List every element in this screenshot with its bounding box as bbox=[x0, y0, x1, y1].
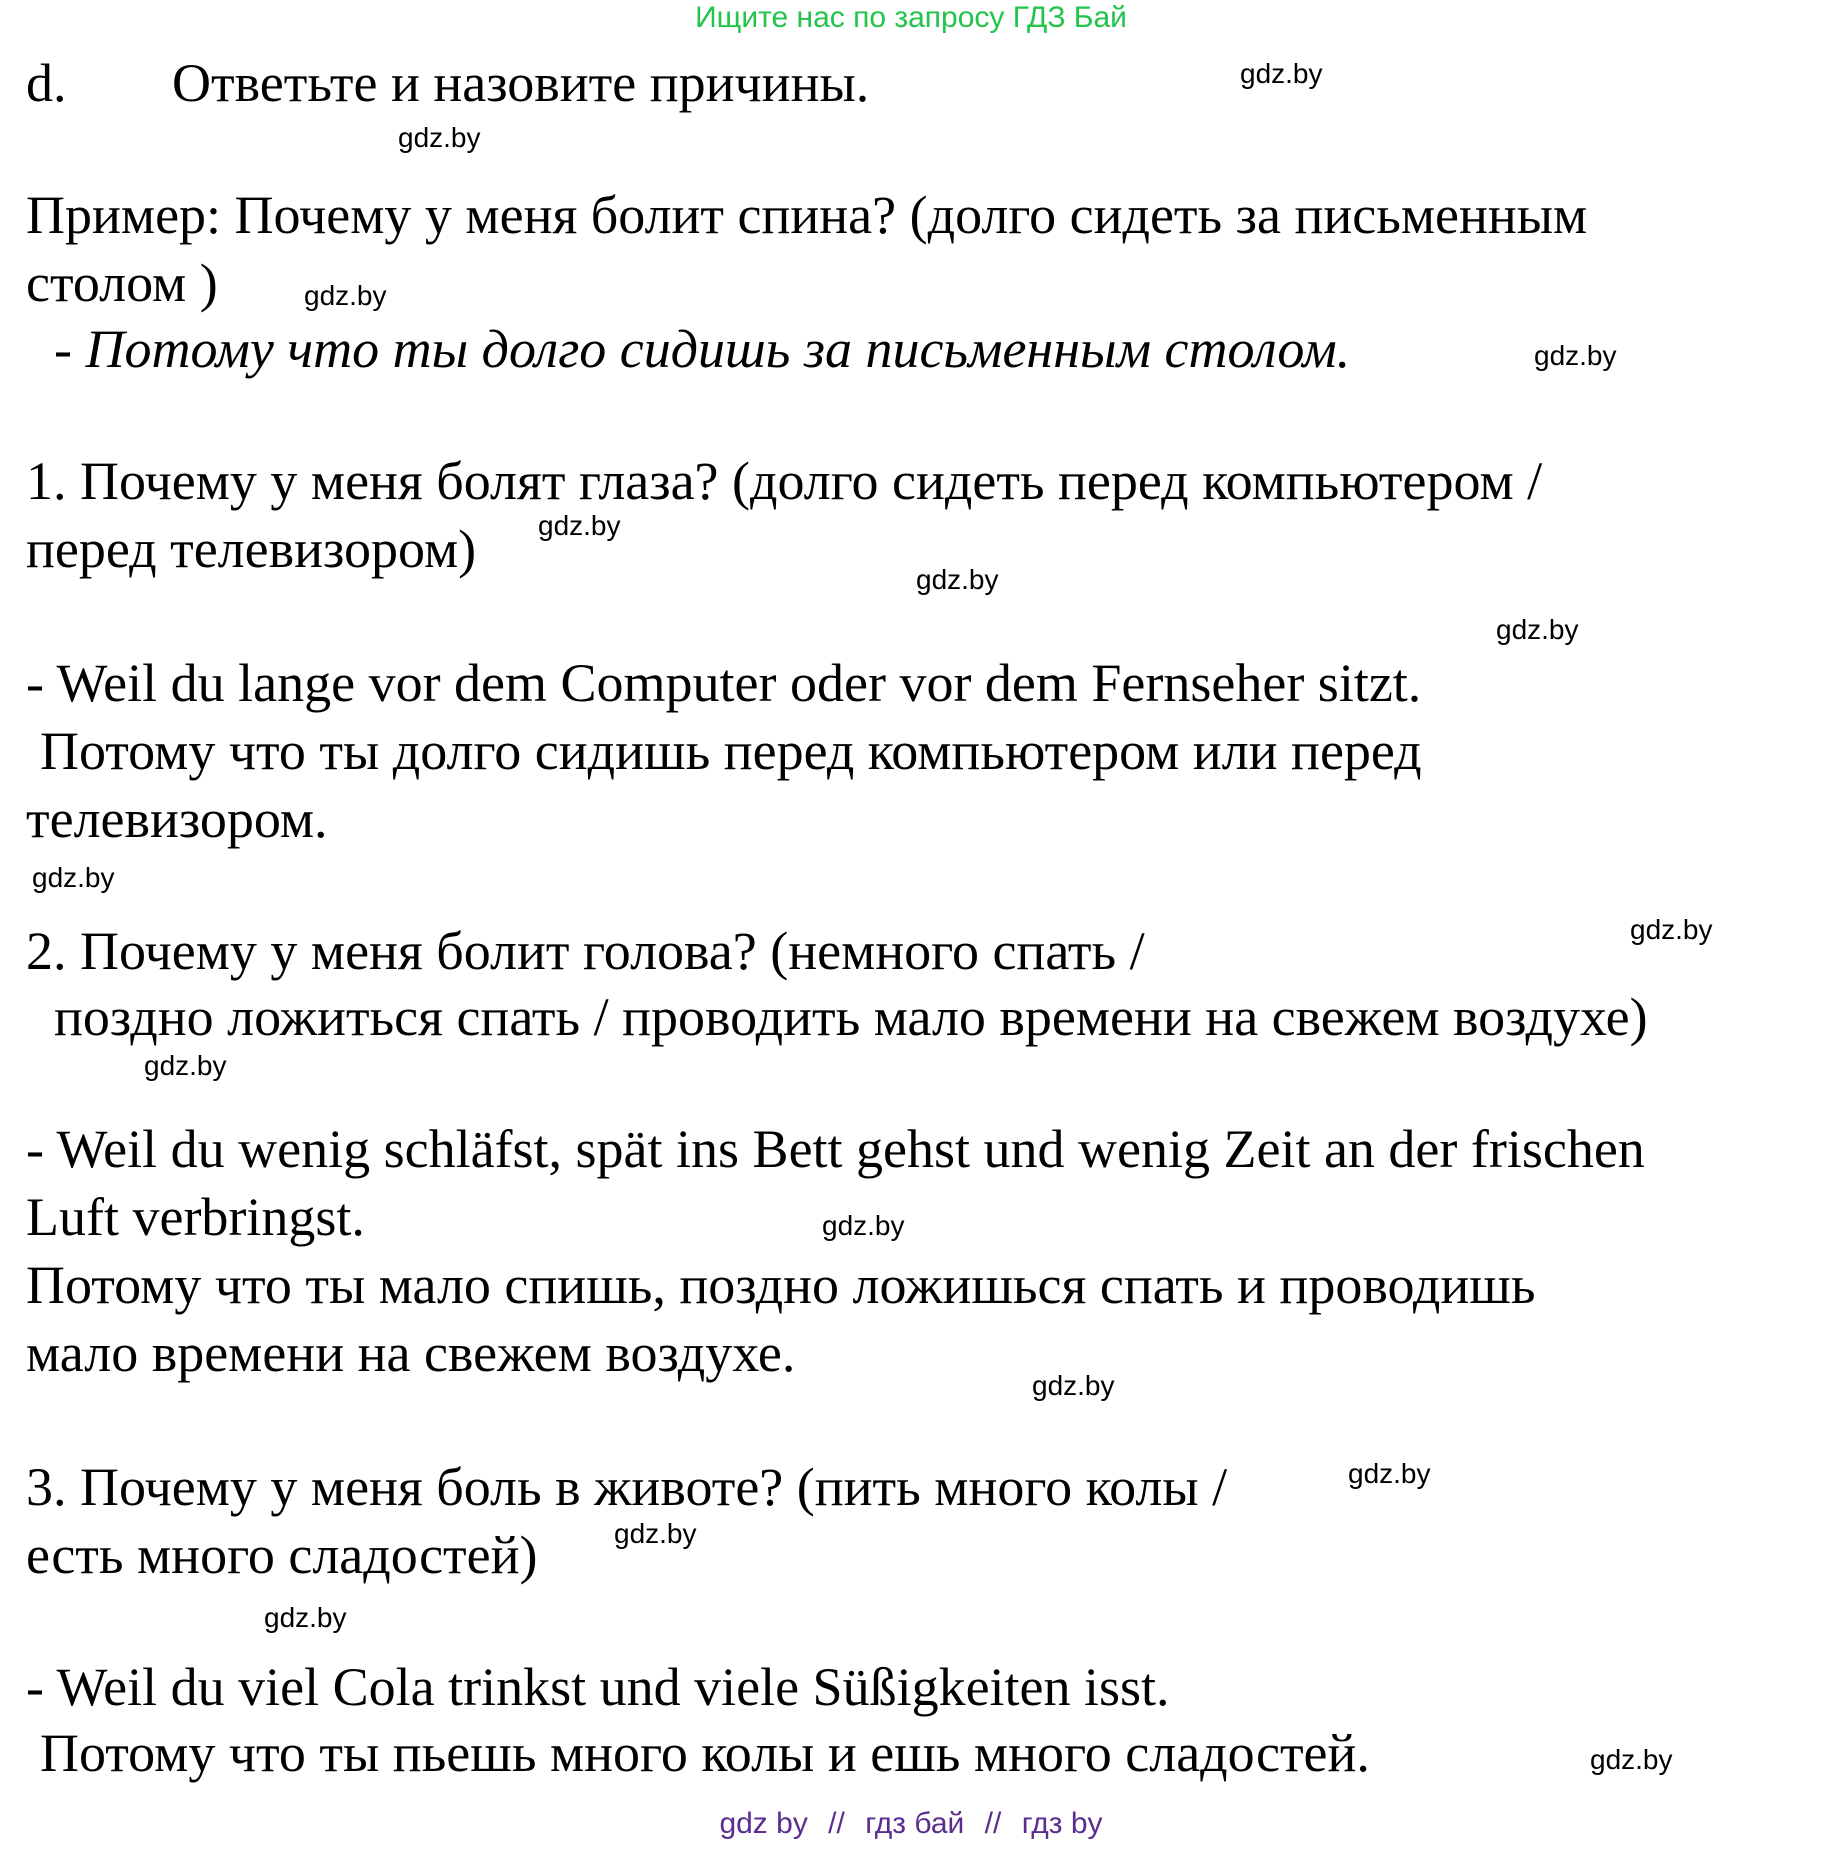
watermark: gdz.by bbox=[264, 1602, 347, 1633]
watermark: gdz.by bbox=[1590, 1744, 1673, 1775]
q3-question-line2: есть много сладостей) bbox=[26, 1525, 538, 1585]
task-title: Ответьте и назовите причины. bbox=[172, 53, 870, 113]
watermark: gdz.by bbox=[822, 1210, 905, 1241]
q1-answer-ru-line1: Потому что ты долго сидишь перед компьютером или перед bbox=[40, 721, 1422, 781]
example-answer: - Потому что ты долго сидишь за письменным столом. bbox=[54, 319, 1351, 379]
watermark: gdz.by bbox=[398, 122, 481, 153]
watermark: gdz.by bbox=[1496, 614, 1579, 645]
watermark: gdz.by bbox=[1630, 914, 1713, 945]
watermark: gdz.by bbox=[916, 564, 999, 595]
example-question-line1: Пример: Почему у меня болит спина? (долго сидеть за письменным bbox=[26, 185, 1588, 245]
q2-answer-de-line1: - Weil du wenig schläfst, spät ins Bett gehst und wenig Zeit an der frischen bbox=[26, 1119, 1645, 1179]
q2-answer-de-line2: Luft verbringst. bbox=[26, 1187, 365, 1247]
watermark: gdz.by bbox=[1240, 58, 1323, 89]
q3-answer-de: - Weil du viel Cola trinkst und viele Süßigkeiten isst. bbox=[26, 1657, 1170, 1717]
watermark: gdz.by bbox=[144, 1050, 227, 1081]
q3-answer-ru: Потому что ты пьешь много колы и ешь много сладостей. bbox=[40, 1723, 1370, 1783]
footer-link-gdz-by-cyr[interactable]: гдз by bbox=[1021, 1807, 1103, 1840]
q1-answer-ru-line2: телевизором. bbox=[26, 789, 328, 849]
q2-answer-ru-line2: мало времени на свежем воздухе. bbox=[26, 1323, 796, 1383]
q2-question-line2: поздно ложиться спать / проводить мало времени на свежем воздухе) bbox=[54, 987, 1648, 1047]
footer-link-gdz-bai[interactable]: гдз бай bbox=[865, 1807, 965, 1840]
watermark: gdz.by bbox=[614, 1518, 697, 1549]
q2-question-line1: 2. Почему у меня болит голова? (немного спать / bbox=[26, 921, 1145, 981]
watermark: gdz.by bbox=[1032, 1370, 1115, 1401]
footer-links bbox=[0, 1806, 1822, 1842]
watermark: gdz.by bbox=[1534, 340, 1617, 371]
top-banner[interactable]: Ищите нас по запросу ГДЗ Бай bbox=[695, 1, 1127, 34]
q1-question-line2: перед телевизором) bbox=[26, 519, 477, 579]
task-letter: d. bbox=[26, 53, 67, 113]
q1-answer-de: - Weil du lange vor dem Computer oder vor dem Fernseher sitzt. bbox=[26, 653, 1422, 713]
watermark: gdz.by bbox=[538, 510, 621, 541]
watermark: gdz.by bbox=[304, 280, 387, 311]
q2-answer-ru-line1: Потому что ты мало спишь, поздно ложишься спать и проводишь bbox=[26, 1255, 1536, 1315]
q3-question-line1: 3. Почему у меня боль в животе? (пить много колы / bbox=[26, 1457, 1228, 1517]
q1-question-line1: 1. Почему у меня болят глаза? (долго сидеть перед компьютером / bbox=[26, 451, 1543, 511]
example-question-line2: столом ) bbox=[26, 253, 218, 313]
footer-separator: // bbox=[828, 1807, 845, 1840]
watermark: gdz.by bbox=[32, 862, 115, 893]
footer-separator: // bbox=[984, 1807, 1002, 1840]
watermark: gdz.by bbox=[1348, 1458, 1431, 1489]
footer-link-gdz-by[interactable]: gdz by bbox=[719, 1807, 808, 1840]
